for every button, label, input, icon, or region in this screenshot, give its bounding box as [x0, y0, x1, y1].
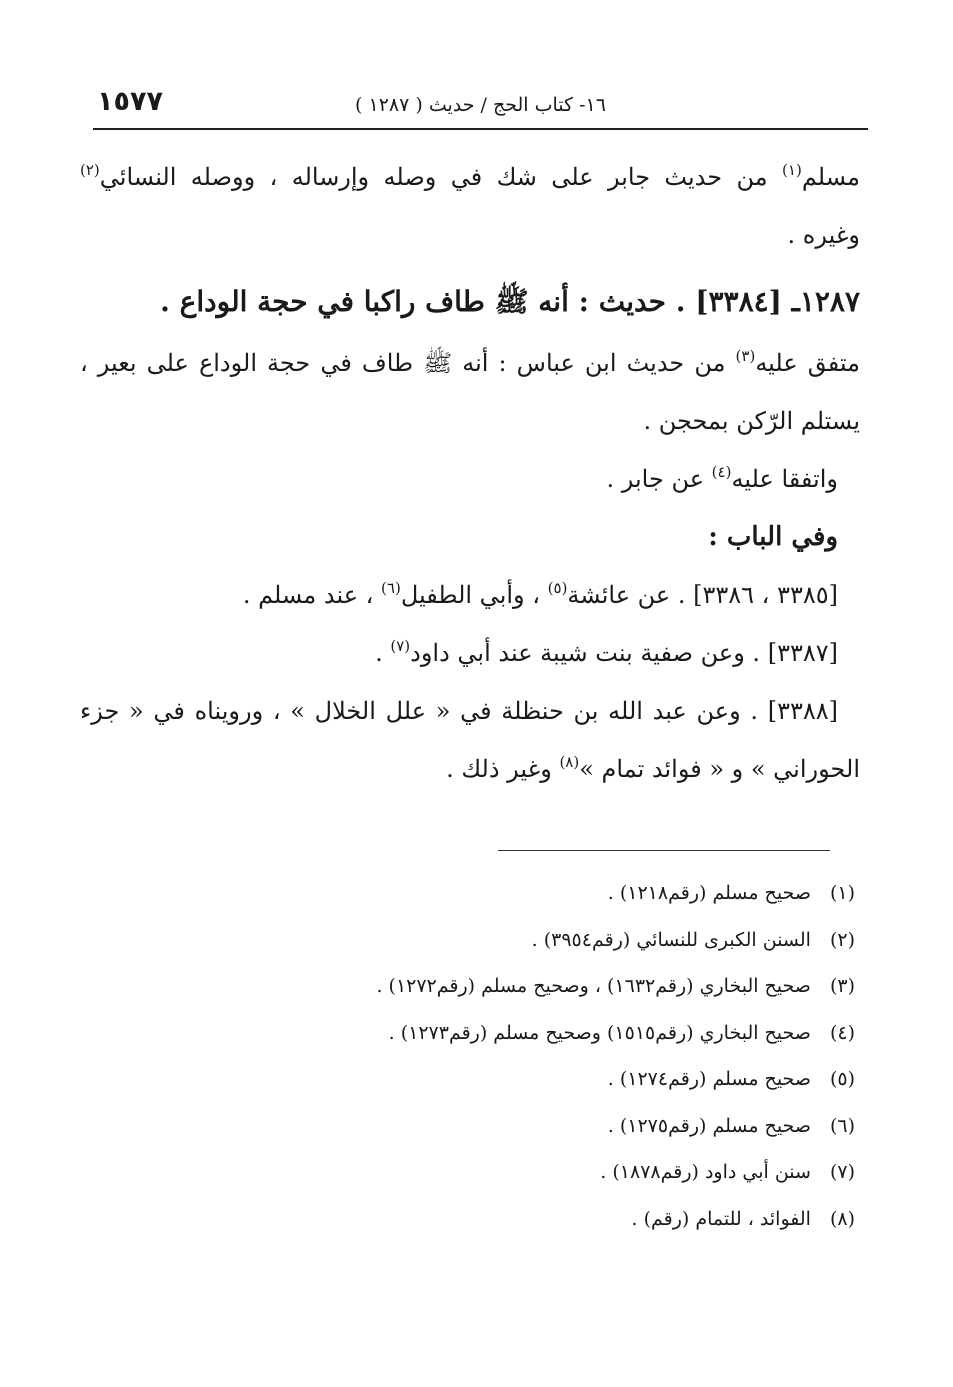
footnote	[155, 1056, 855, 1103]
bab-item-3-line-2	[80, 740, 860, 798]
footnote-number: (٣)	[829, 975, 855, 997]
footnotes	[155, 870, 855, 1242]
footnote-ref: (٥)	[547, 579, 568, 597]
footnote-number: (٢)	[829, 928, 855, 951]
footnote-number: (٤)	[829, 1021, 855, 1044]
paragraph-2	[80, 450, 838, 508]
text-run: متفق عليه	[755, 349, 861, 377]
footnote-number: (٧)	[829, 1161, 855, 1183]
page-header	[93, 82, 868, 130]
text-run: عن جابر .	[606, 465, 712, 493]
footnote-ref: (٤)	[711, 463, 732, 481]
footnote-text: صحيح مسلم (رقم١٢١٨) .	[607, 882, 811, 904]
footnote-ref: (٨)	[559, 753, 580, 771]
hadith-heading: ١٢٨٧ـ [٣٣٨٤] . حديث : أنه ﷺ طاف راكبا في حجة الوداع .	[160, 285, 860, 318]
footnote-number: (٥)	[829, 1068, 855, 1090]
text-run: [٣٣٨٥ ، ٣٣٨٦] . عن عائشة	[567, 581, 838, 609]
bab-item-3-line-1: [٣٣٨٨] . وعن عبد الله بن حنظلة في « علل الخلال » ، ورويناه في « جزء	[80, 697, 838, 725]
footnote	[155, 1010, 855, 1057]
footnote-text: صحيح مسلم (رقم١٢٧٥) .	[607, 1114, 811, 1137]
footnote-text: السنن الكبرى للنسائي (رقم٣٩٥٤) .	[531, 928, 811, 951]
footnote-number: (٦)	[829, 1114, 855, 1137]
footnote-text: صحيح البخاري (رقم١٥١٥) وصحيح مسلم (رقم١٢٧٣) .	[388, 1021, 811, 1044]
text-run: من حديث جابر على شك في وصله وإرساله ، ووصله النسائي	[99, 163, 783, 191]
footnote-ref: (٣)	[735, 347, 756, 365]
section-label: وفي الباب :	[708, 522, 838, 552]
text-run: .	[375, 639, 391, 667]
footnote-text: صحيح البخاري (رقم١٦٣٢) ، وصحيح مسلم (رقم١٢٧٢) .	[376, 975, 811, 997]
text-run: واتفقا عليه	[731, 465, 838, 493]
text-run: الحوراني » و « فوائد تمام »	[579, 755, 860, 783]
footnote-number: (٨)	[829, 1207, 855, 1230]
page-number: ١٥٧٧	[97, 86, 163, 117]
footnote-text: صحيح مسلم (رقم١٢٧٤) .	[607, 1068, 811, 1090]
intro-line-1	[80, 148, 860, 206]
footnote	[155, 1103, 855, 1150]
footnote-text: سنن أبي داود (رقم١٨٧٨) .	[600, 1161, 811, 1183]
footnote	[155, 870, 855, 917]
bab-item-1	[80, 566, 838, 624]
footnote	[155, 917, 855, 964]
intro-line-2: وغيره .	[787, 221, 860, 249]
paragraph-1-line-1	[80, 334, 860, 392]
running-head: ١٦- كتاب الحج / حديث ( ١٢٨٧ )	[355, 94, 606, 116]
text-run: [٣٣٨٧] . وعن صفية بنت شيبة عند أبي داود	[410, 639, 838, 667]
footnote-text: الفوائد ، للتمام (رقم) .	[631, 1207, 811, 1230]
footnote	[155, 1196, 855, 1243]
footnote-ref: (٧)	[390, 637, 411, 655]
footnote-ref: (٢)	[80, 161, 100, 179]
footnote	[155, 963, 855, 1010]
footnote	[155, 1149, 855, 1196]
text-run: وغير ذلك .	[446, 755, 560, 783]
footnote-ref: (٦)	[381, 579, 401, 597]
text-run: ، وأبي الطفيل	[400, 581, 548, 609]
main-text	[80, 148, 860, 798]
text-run: مسلم	[801, 163, 860, 191]
text-run: ، عند مسلم .	[242, 581, 382, 609]
bab-item-2	[80, 624, 838, 682]
footnote-ref: (١)	[782, 161, 802, 179]
text-run: من حديث ابن عباس : أنه ﷺ طاف في حجة الوداع على بعير ،	[80, 349, 736, 377]
footnote-separator	[498, 850, 830, 851]
footnote-number: (١)	[829, 882, 855, 904]
paragraph-1-line-2: يستلم الرّكن بمحجن .	[643, 407, 860, 435]
